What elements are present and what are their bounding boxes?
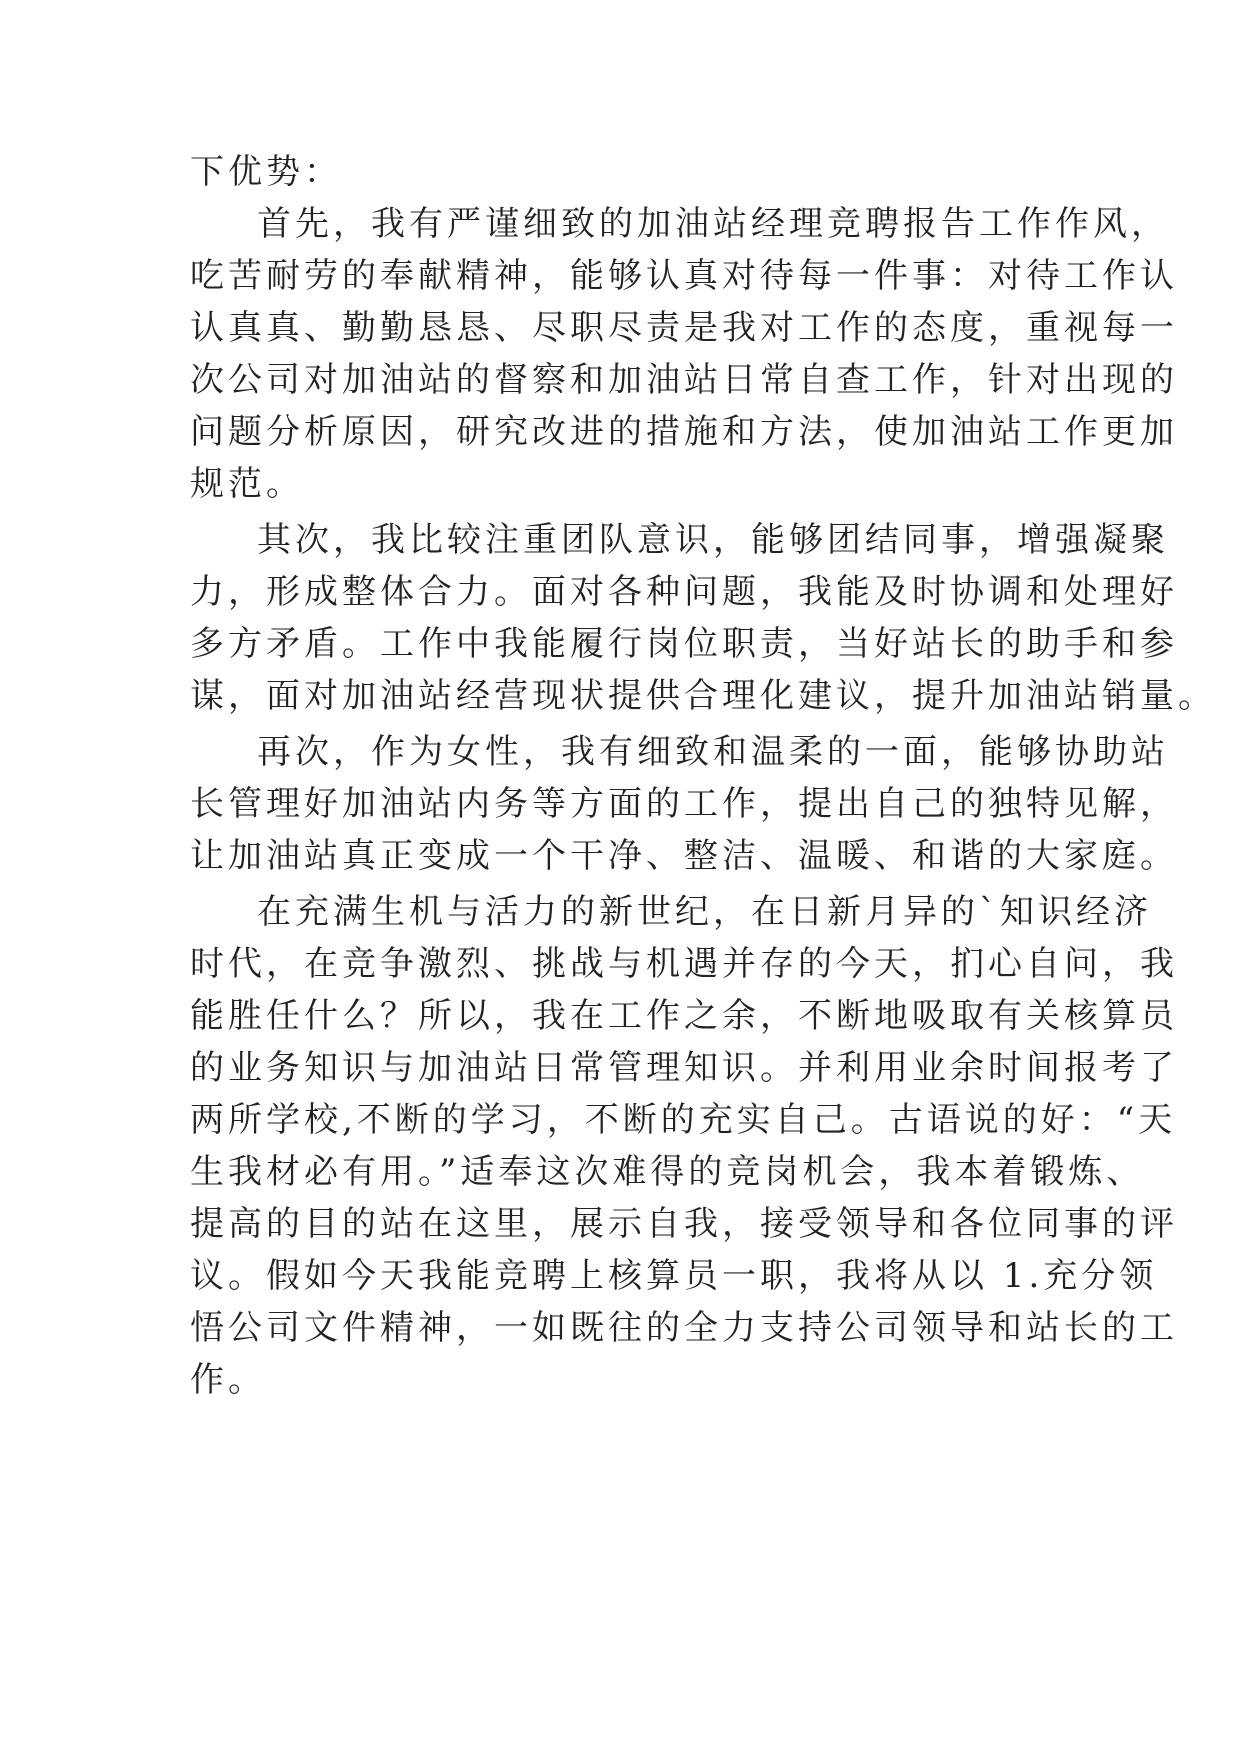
text-line: 悟公司文件精神，一如既往的全力支持公司领导和站长的工 (190, 1308, 1178, 1348)
text-line: 力，形成整体合力。面对各种问题，我能及时协调和处理好 (190, 572, 1178, 612)
text-line: 让加油站真正变成一个干净、整洁、温暖、和谐的大家庭。 (190, 836, 1178, 876)
text-line: 作。 (190, 1360, 266, 1400)
text-line: 两所学校,不断的学习，不断的充实自己。古语说的好：“天 (190, 1100, 1177, 1140)
text-line: 规范。 (190, 464, 304, 504)
paragraph-start-line: 首先，我有严谨细致的加油站经理竞聘报告工作作风， (257, 204, 1169, 244)
text-line: 议。假如今天我能竞聘上核算员一职，我将从以 1.充分领 (190, 1256, 1158, 1296)
text-line: 认真真、勤勤恳恳、尽职尽责是我对工作的态度，重视每一 (190, 308, 1178, 348)
text-line: 问题分析原因，研究改进的措施和方法，使加油站工作更加 (190, 412, 1178, 452)
paragraph-start-line: 再次，作为女性，我有细致和温柔的一面，能够协助站 (257, 732, 1169, 772)
text-line: 次公司对加油站的督察和加油站日常自查工作，针对出现的 (190, 360, 1178, 400)
text-line: 谋，面对加油站经营现状提供合理化建议，提升加油站销量。 (190, 676, 1216, 716)
text-line: 长管理好加油站内务等方面的工作，提出自己的独特见解， (190, 784, 1178, 824)
text-line: 生我材必有用。”适奉这次难得的竞岗机会，我本着锻炼、 (190, 1152, 1145, 1192)
text-line: 时代，在竞争激烈、挑战与机遇并存的今天，扪心自问，我 (190, 944, 1178, 984)
paragraph-start-line: 其次，我比较注重团队意识，能够团结同事，增强凝聚 (257, 520, 1169, 560)
text-line: 多方矛盾。工作中我能履行岗位职责，当好站长的助手和参 (190, 624, 1178, 664)
text-line: 能胜任什么？所以，我在工作之余，不断地吸取有关核算员 (190, 996, 1178, 1036)
text-line: 的业务知识与加油站日常管理知识。并利用业余时间报考了 (190, 1048, 1178, 1088)
text-line: 下优势： (190, 152, 342, 192)
paragraph-start-line: 在充满生机与活力的新世纪，在日新月异的`知识经济 (257, 892, 1152, 932)
text-line: 吃苦耐劳的奉献精神，能够认真对待每一件事：对待工作认 (190, 256, 1178, 296)
text-line: 提高的目的站在这里，展示自我，接受领导和各位同事的评 (190, 1204, 1178, 1244)
